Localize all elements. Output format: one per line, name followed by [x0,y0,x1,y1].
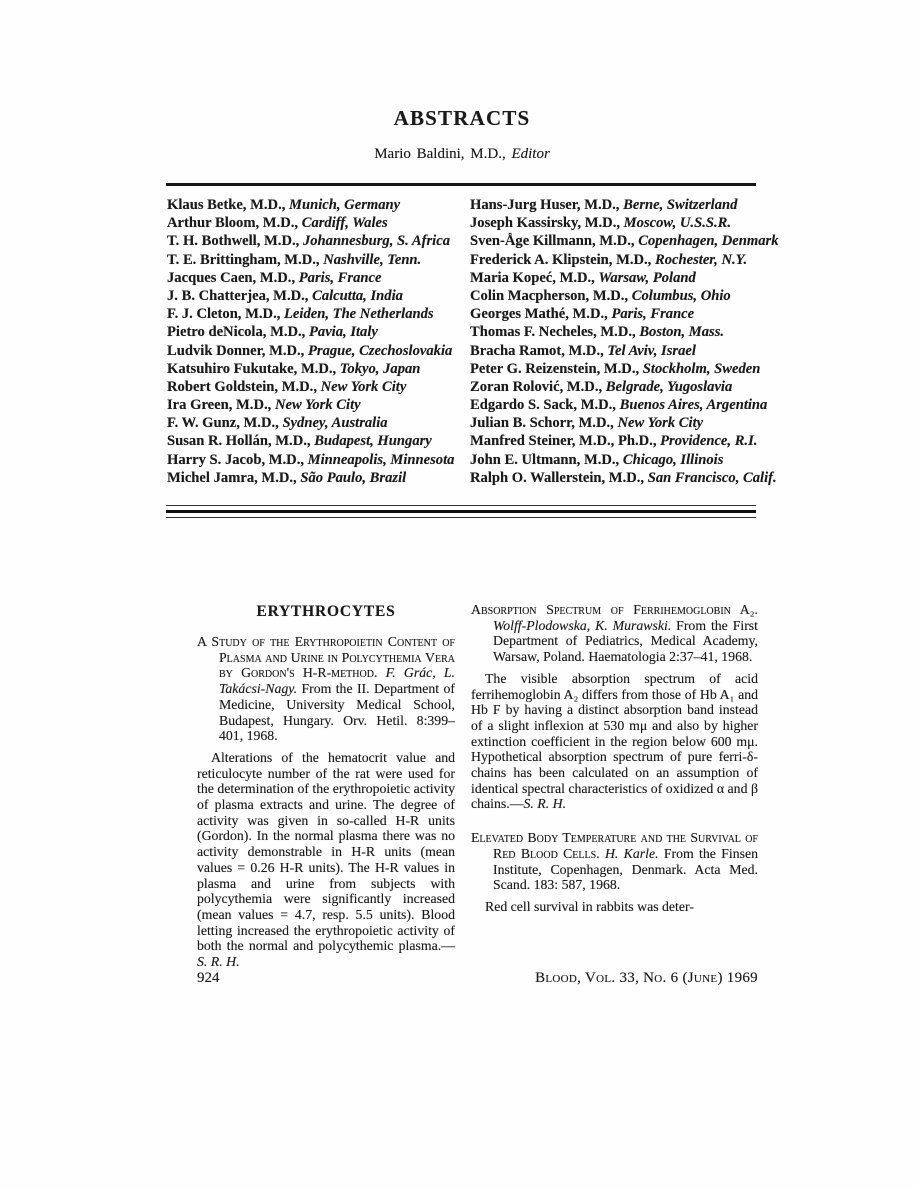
editor-entry-location: Minneapolis, Minnesota [307,451,455,468]
editor-entry-location: Leiden, The Netherlands [284,306,434,323]
text-segment-roman: Red cell survival in rabbits was deter- [485,898,694,914]
editor-entry-location: Rochester, N.Y. [654,251,748,268]
editor-entry [167,469,467,487]
abstracts-right-list [471,602,758,915]
text-segment-roman: The visible absorption spectrum of acid ferrihemoglobin A₂ differs from those of Hb A₁ and Hb F by having a distinct absorption band instead of a slight inflexion at 530 mμ and also by higher extinction coefficient in the region below 600 mμ. Hypothetical absorption spectrum of pure ferri-δ-chains has been calculated on an assumption of identical spectral characteristics of oxidized α and β chains.— [471,670,758,812]
editor-entry [470,214,770,232]
editor-entry-location: Stockholm, Sweden [642,360,761,377]
editor-entry-location: Budapest, Hungary [314,433,432,450]
editor-entry [167,269,467,287]
editor-entry [470,342,770,360]
text-segment-roman: From the II. Department of Medicine, University Medical School, Budapest, Hungary. Orv. Hetil. 8:399–401, 1968. [219,681,455,744]
editor-entry [167,287,467,305]
text-segment-italic: S. R. H. [197,954,240,970]
text-segment-roman: Alterations of the hematocrit value and reticulocyte number of the rat were used for the determination of the erythropoietic activity of plasma extracts and urine. The degree of activity was given in so-called H-R units (Gordon). In the normal plasma there was no activity demonstrable in H-R units (mean values = 0.26 H-R units). The H-R values in plasma and urine from subjects with polycythemia were significantly increased (mean values = 4.7, resp. 5.5 units). Blood letting increased the erythropoietic activity of both the normal and polycythemic plasma.— [197,749,455,954]
text-segment-roman: From the First Department of Pediatrics, Medical Academy, Warsaw, Poland. Haematologia 2:37–41, 1968. [493,617,758,665]
editor-byline [167,146,757,163]
abstracts-right-column [471,602,758,915]
editor-entry [167,251,467,269]
editor-entry-name: F. J. Cleton, M.D., [167,306,285,323]
text-segment-italic: Wolff-Plodowska, K. Murawski. [493,617,672,633]
page-title: ABSTRACTS [393,106,531,130]
editor-entry-name: Ira Green, M.D., [167,397,275,414]
editor-entry-name: T. E. Brittingham, M.D., [167,251,324,268]
editor-entry-name: Sven-Åge Killmann, M.D., [470,233,639,250]
editor-name: Mario Baldini, M.D., [374,146,506,162]
editor-entry [470,396,770,414]
editor-entry-name: F. W. Gunz, M.D., [167,415,283,432]
editor-entry-name: Hans-Jurg Huser, M.D., [470,197,624,213]
editor-entry-name: J. B. Chatterjea, M.D., [167,287,313,304]
editor-entry-location: Berne, Switzerland [623,197,738,213]
editor-entry-name: Zoran Rolović, M.D., [470,378,606,395]
editor-entry-name: Jacques Caen, M.D., [167,269,299,286]
editor-entry-name: Arthur Bloom, M.D., [167,215,302,232]
editor-entry-location: New York City [320,378,407,395]
divider-thin-line [166,517,756,518]
editor-entry-location: Munich, Germany [289,197,401,213]
editor-entry [167,414,467,432]
editor-entry-name: Harry S. Jacob, M.D., [167,451,308,468]
editor-entry-location: Sydney, Australia [282,415,388,432]
editor-entry [167,432,467,450]
editor-entry-location: Calcutta, India [312,287,403,304]
page-number: 924 [197,970,220,986]
editor-entry-location: São Paulo, Brazil [300,469,407,486]
abstract-body [471,671,758,812]
editor-entry-location: New York City [274,397,361,414]
text-segment-italic: H. Karle. [604,845,659,861]
editor-entry-name: Julian B. Schorr, M.D., [470,415,618,432]
editor-entry-name: Manfred Steiner, M.D., Ph.D., [470,433,661,450]
abstract-citation [471,830,758,893]
editor-entry [470,414,770,432]
editor-entry-location: Chicago, Illinois [622,451,724,468]
editor-entry [470,469,777,487]
editor-entry [470,378,770,396]
editor-entry-location: Paris, France [298,269,382,286]
editor-entry-name: Robert Goldstein, M.D., [167,378,321,395]
editor-entry-location: Cardiff, Wales [301,215,388,232]
editor-entry-location: Buenos Aires, Argentina [619,397,768,414]
text-segment-smallcaps: Elevated Body Temperature and the Survival of Red Blood Cells. [471,830,758,861]
abstract-entry [471,830,758,915]
abstracts-left-column [197,602,455,970]
editor-entry [470,269,770,287]
abstract-citation [197,634,455,744]
editor-entry [167,196,467,214]
section-heading: ERYTHROCYTES [256,603,396,620]
editor-entry-name: Colin Macpherson, M.D., [470,287,632,304]
editor-entry [167,214,467,232]
editor-entry-location: Tel Aviv, Israel [607,342,696,359]
editor-entry [167,396,467,414]
editor-entry-name: Ralph O. Wallerstein, M.D., [470,469,648,486]
editor-entry-location: Moscow, U.S.S.R. [623,215,731,232]
editor-entry-location: Providence, R.I. [660,433,758,450]
editor-entry-location: Copenhagen, Denmark [638,233,779,250]
editor-entry [167,451,467,469]
editor-role: Editor [511,146,550,162]
text-segment-smallcaps: Absorption Spectrum of Ferrihemoglobin A₂. [471,602,758,617]
divider-thick-line [166,510,756,513]
text-segment-italic: F. Grác, L. Takácsi-Nagy. [219,665,455,697]
editor-entry-name: Michel Jamra, M.D., [167,469,301,486]
abstract-citation [471,602,758,665]
editor-entry-location: Pavia, Italy [308,324,378,341]
editor-entry-name: Katsuhiro Fukutake, M.D., [167,360,340,377]
abstracts-left-list [197,634,455,970]
editor-entry-location: Boston, Mass. [639,324,725,341]
editor-entry-name: Ludvik Donner, M.D., [167,342,308,359]
text-segment-smallcaps: A Study of the Erythropoietin Content of Plasma and Urine in Polycythemia Vera by Gordon's H-R-method. [197,634,455,681]
editor-entry [167,378,467,396]
editor-entry [167,305,467,323]
editor-entry-location: Warsaw, Poland [598,269,696,286]
editor-entry-name: Bracha Ramot, M.D., [470,342,608,359]
editor-entry-name: Frederick A. Klipstein, M.D., [470,251,655,268]
editor-entry [167,323,467,341]
editor-entry [470,232,779,250]
editor-entry [470,323,770,341]
abstract-body [471,899,758,915]
editor-entry-name: John E. Ultmann, M.D., [470,451,623,468]
divider-thin-line [166,505,756,506]
editor-entry-name: Susan R. Hollán, M.D., [167,433,315,450]
editor-entry [470,432,770,450]
text-segment-italic: S. R. H. [523,796,567,812]
editor-entry-name: Joseph Kassirsky, M.D., [470,215,624,232]
editor-entry [167,232,467,250]
editor-entry-location: Nashville, Tenn. [323,251,422,268]
editor-entry-name: Pietro deNicola, M.D., [167,324,309,341]
editor-entry [470,451,770,469]
editor-entry [167,342,467,360]
editor-entry-name: Peter G. Reizenstein, M.D., [470,360,643,377]
text-segment-roman: From the Finsen Institute, Copenhagen, Denmark. Acta Med. Scand. 183: 587, 1968. [493,845,758,893]
abstract-entry [471,602,758,812]
divider-rule [166,183,756,186]
editor-entry-location: San Francisco, Calif. [647,469,777,486]
editor-entry-name: Klaus Betke, M.D., [167,197,290,213]
editor-entry-location: Tokyo, Japan [339,360,421,377]
editor-entry-name: Georges Mathé, M.D., [470,306,612,323]
editor-entry-location: Paris, France [611,306,695,323]
editor-entry-name: Edgardo S. Sack, M.D., [470,397,620,414]
editorial-board-left-column [167,196,467,487]
editor-entry-location: Prague, Czechoslovakia [307,342,453,359]
editor-entry [470,251,770,269]
editor-entry [470,360,770,378]
abstract-entry [197,634,455,970]
editor-entry-name: Thomas F. Necheles, M.D., [470,324,640,341]
journal-footer: Blood, Vol. 33, No. 6 (June) 1969 [535,970,758,986]
abstract-body [197,750,455,970]
editor-entry-name: Maria Kopeć, M.D., [470,269,599,286]
editor-entry-location: Johannesburg, S. Africa [302,233,450,250]
editor-entry-name: T. H. Bothwell, M.D., [167,233,303,250]
section-divider-double-rule [166,505,756,518]
editor-entry [470,305,770,323]
editorial-board-right-column [470,196,779,487]
editor-entry [470,287,770,305]
editor-entry-location: Columbus, Ohio [631,287,731,304]
editor-entry [470,196,770,214]
editor-entry-location: Belgrade, Yugoslavia [605,378,733,395]
editor-entry [167,360,467,378]
editor-entry-location: New York City [617,415,704,432]
